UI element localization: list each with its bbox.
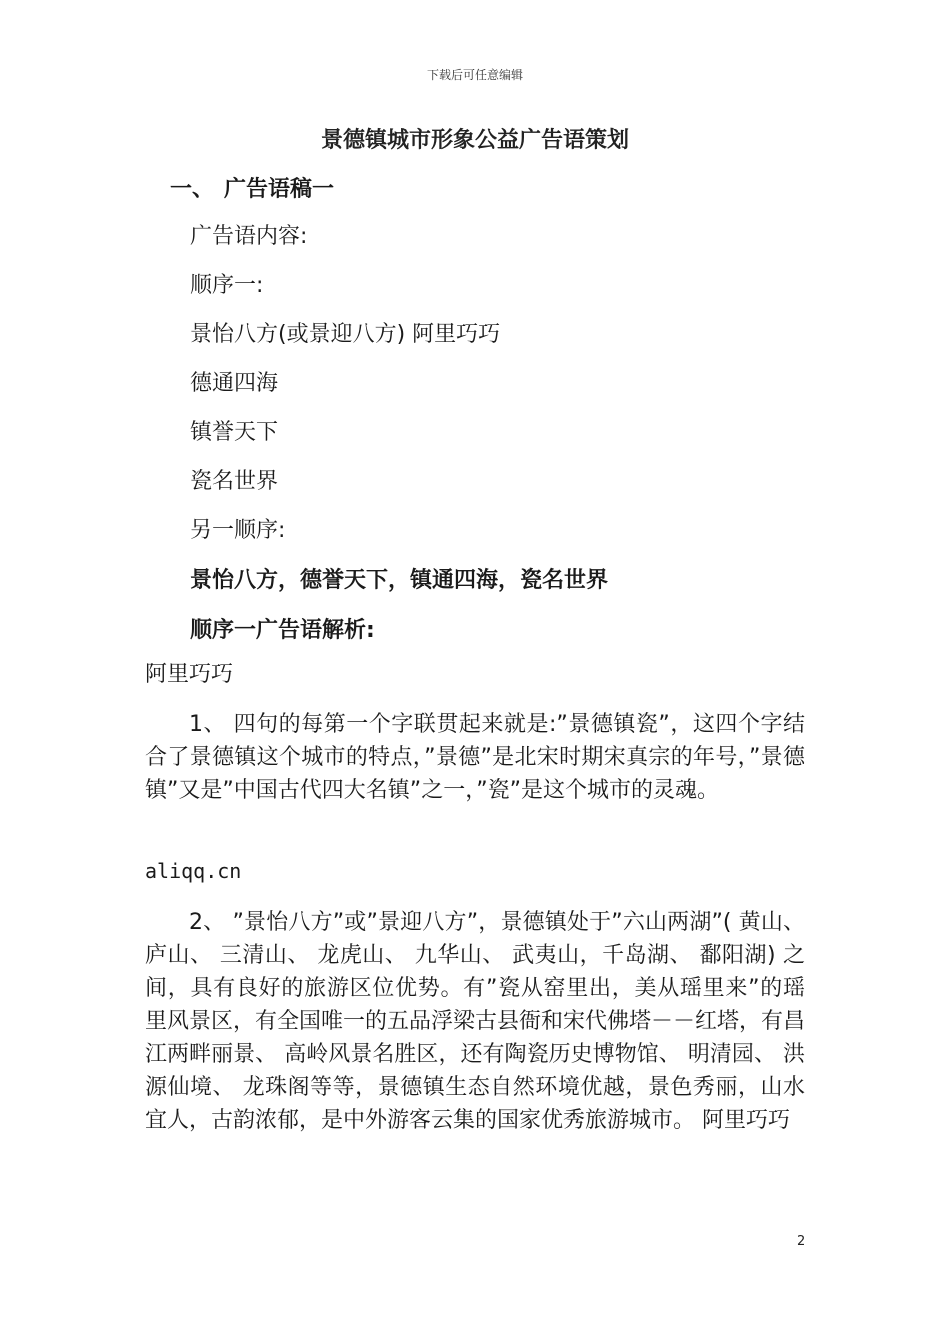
order-one-label: 顺序一: bbox=[190, 273, 264, 298]
slogan-line-1: 景怡八方(或景迎八方) 阿里巧巧 bbox=[190, 322, 501, 347]
watermark-text-2: aliqq.cn bbox=[145, 859, 242, 883]
section-number: 一、 bbox=[170, 177, 215, 202]
content-label: 广告语内容: bbox=[190, 224, 308, 249]
section-title: 广告语稿一 bbox=[224, 177, 335, 202]
analysis-paragraph-2: 2、 ”景怡八方”或”景迎八方”，景德镇处于”六山两湖”( 黄山、 庐山、 三清山、 龙虎山、 九华山、 武夷山，千岛湖、 鄱阳湖) 之间，具有良好的旅游区位优势。有”瓷从窑里出，美从瑶里来”的瑶里风景区，有全国唯一的五品浮梁古县衙和宋代佛塔－－红塔，有昌江两畔丽景、 高岭风景名胜区，还有陶瓷历史博物馆、 明清园、 洪源仙境、 龙珠阁等等，景德镇生态自然环境优越，景色秀丽，山水宜人，古韵浓郁，是中外游客云集的国家优秀旅游城市。 阿里巧巧 bbox=[145, 910, 806, 1133]
page-number: 2 bbox=[797, 1234, 806, 1249]
slogan-line-4: 瓷名世界 bbox=[190, 469, 279, 494]
other-order-label: 另一顺序: bbox=[190, 518, 286, 543]
slogan-line-3: 镇誉天下 bbox=[190, 420, 279, 445]
analysis-paragraph-1: 1、 四句的每第一个字联贯起来就是:”景德镇瓷”，这四个字结合了景德镇这个城市的特点，”景德”是北宋时期宋真宗的年号，”景德镇”又是”中国古代四大名镇”之一，”瓷”是这个城市的灵魂。 bbox=[145, 712, 805, 803]
analysis-label: 顺序一广告语解析: bbox=[190, 618, 375, 643]
document-title: 景德镇城市形象公益广告语策划 bbox=[320, 128, 629, 153]
watermark-text-1: 阿里巧巧 bbox=[145, 662, 234, 687]
other-order-slogan: 景怡八方，德誉天下，镇通四海，瓷名世界 bbox=[190, 568, 609, 593]
slogan-line-2: 德通四海 bbox=[190, 371, 279, 396]
header-note: 下载后可任意编辑 bbox=[426, 68, 523, 82]
